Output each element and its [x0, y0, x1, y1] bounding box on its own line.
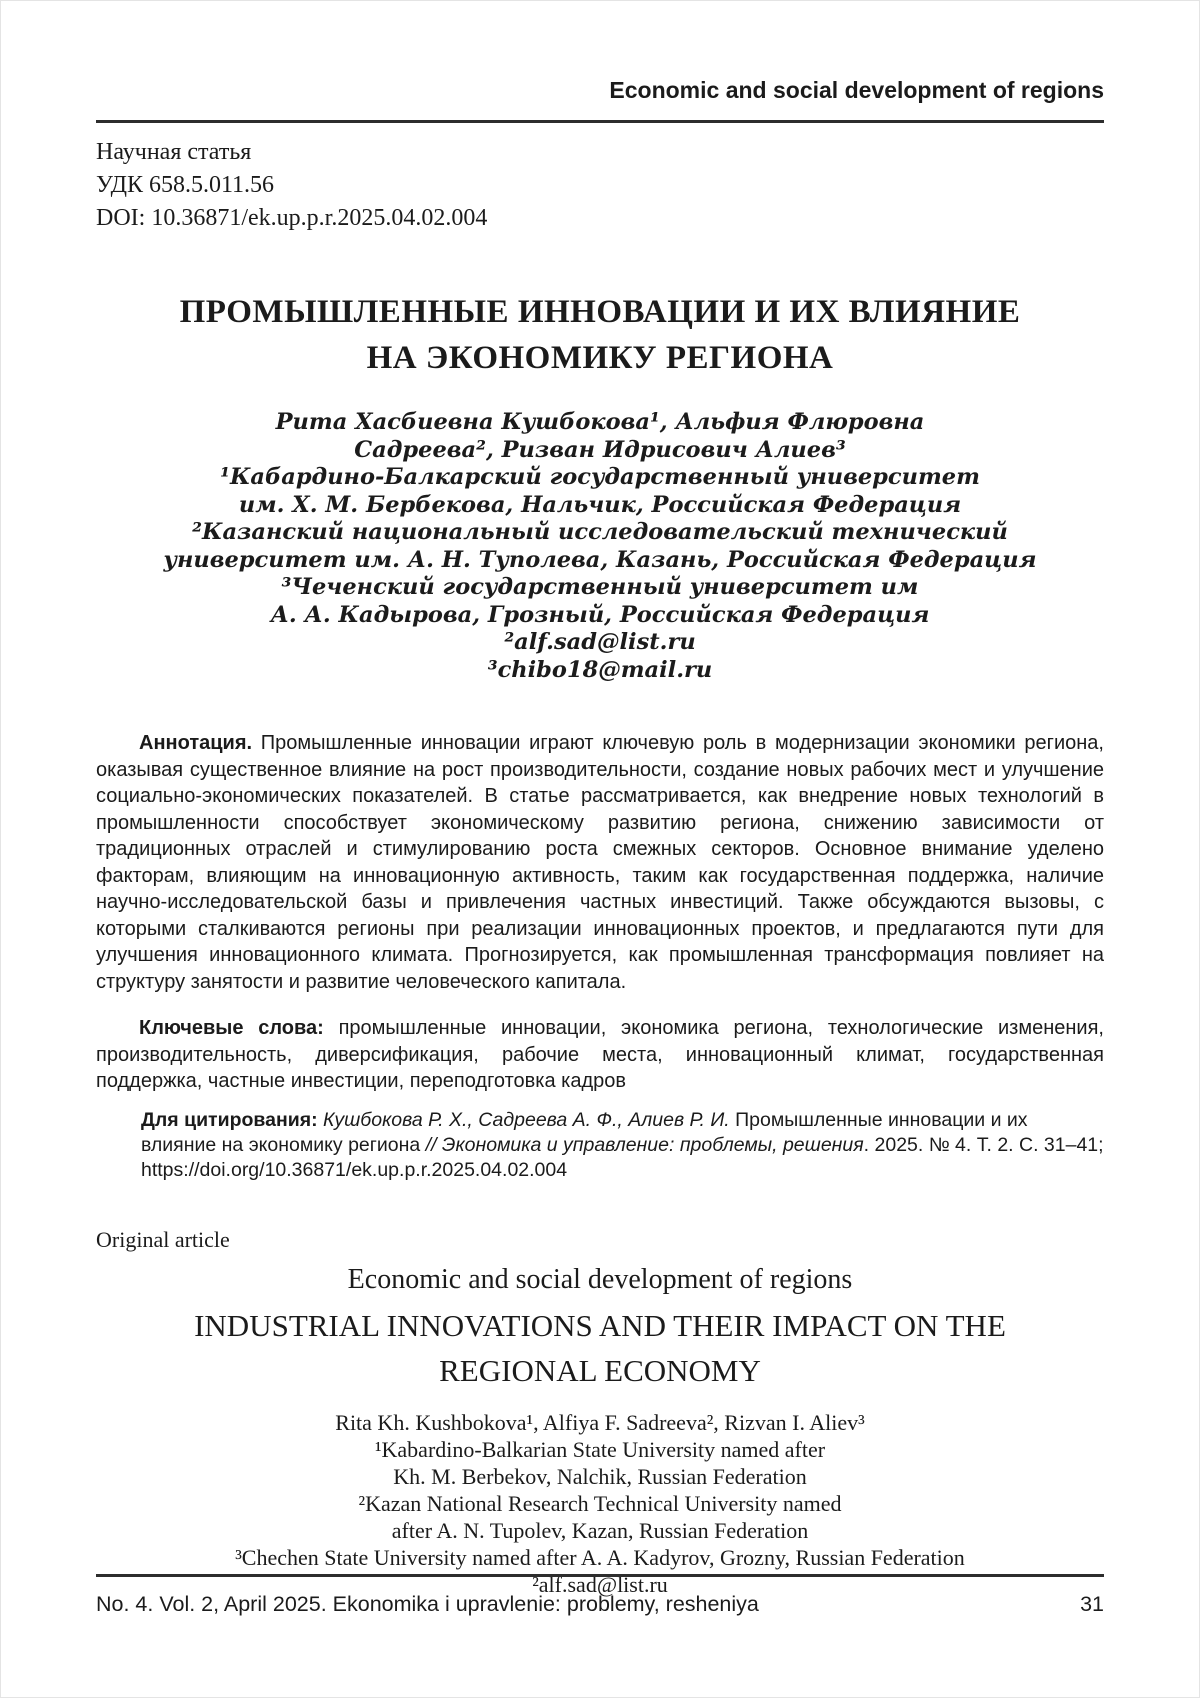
citation-paragraph: Для цитирования: Кушбокова Р. Х., Садреева А. Ф., Алиев Р. И. Промышленные инновации и их влияние на экономику региона // Экономика и управление: проблемы, решения. 2025. № 4. Т. 2. С. 31–41; https://doi.org/10.36871/ek.up.p.r.2025.04.02.004 — [141, 1108, 1104, 1181]
article-title-en-line1: INDUSTRIAL INNOVATIONS AND THEIR IMPACT ON THE — [194, 1307, 1006, 1343]
keywords-paragraph: Ключевые слова: промышленные инновации, экономика региона, технологические изменения, производительность, диверсификация, рабочие места, инновационный климат, государственная поддержка, частные инвестиции, переподготовка кадров — [96, 1017, 1104, 1092]
affiliation-line: ¹Кабардино-Балкарский государственный университет — [220, 464, 980, 490]
article-title-ru-line2: НА ЭКОНОМИКУ РЕГИОНА — [366, 340, 834, 376]
affiliation-line: ²Казанский национальный исследовательский технический — [192, 519, 1008, 545]
affiliation-line: им. Х. М. Бербекова, Нальчик, Российская Федерация — [238, 491, 962, 518]
affiliation-line: А. А. Кадырова, Грозный, Российская Федерация — [270, 601, 930, 628]
article-title-en-line2: REGIONAL ECONOMY — [439, 1352, 761, 1388]
author-email: ²alf.sad@list.ru — [504, 629, 696, 655]
page-footer — [96, 1574, 1104, 1617]
en-article-type: Original article — [96, 1226, 230, 1252]
author-line: Рита Хасбиевна Кушбокова¹, Альфия Флюровна — [275, 409, 925, 435]
affiliation-line: ¹Kabardino-Balkarian State University named after — [374, 1436, 826, 1462]
author-line: Rita Kh. Kushbokova¹, Alfiya F. Sadreeva², Rizvan I. Aliev³ — [335, 1409, 865, 1435]
article-title-ru — [96, 289, 1104, 381]
article-meta — [96, 136, 1104, 235]
affiliation-line: after A. N. Tupolev, Kazan, Russian Federation — [391, 1517, 809, 1543]
author-email: ³chibo18@mail.ru — [487, 656, 713, 683]
article-title-en — [96, 1303, 1104, 1393]
affiliation-line: ²Kazan National Research Technical University named — [358, 1490, 842, 1516]
affiliation-line: Kh. M. Berbekov, Nalchik, Russian Federation — [393, 1463, 807, 1489]
affiliation-line: ³Чеченский государственный университет им — [281, 574, 919, 600]
affiliation-line: университет им. А. Н. Туполева, Казань, Российская Федерация — [163, 546, 1037, 573]
author-email: ²alf.sad@list.ru — [532, 1571, 668, 1597]
running-head: Economic and social development of regions — [96, 1, 1104, 123]
author-line: Садреева², Ризван Идрисович Алиев³ — [354, 436, 846, 463]
affiliation-line: ³Chechen State University named after A. A. Kadyrov, Grozny, Russian Federation — [235, 1544, 965, 1570]
authors-block-ru — [96, 409, 1104, 684]
footer-journal-line: No. 4. Vol. 2, April 2025. Ekonomika i upravlenie: problemy, resheniya — [96, 1592, 759, 1616]
footer-page-number: 31 — [1080, 1592, 1104, 1616]
meta-udc: УДК 658.5.011.56 — [96, 172, 275, 198]
en-section-heading: Economic and social development of regions — [347, 1263, 853, 1295]
meta-article-type: Научная статья — [96, 139, 252, 165]
article-title-ru-line1: ПРОМЫШЛЕННЫЕ ИННОВАЦИИ И ИХ ВЛИЯНИЕ — [179, 294, 1021, 330]
abstract-paragraph: Аннотация. Промышленные инновации играют ключевую роль в модернизации экономики региона, оказывая существенное влияние на рост производительности, создание новых рабочих мест и улучшение социально-экономических показателей. В статье рассматривается, как внедрение новых технологий в промышленности способствует экономическому развитию региона, снижению зависимости от традиционных отраслей и стимулированию роста смежных секторов. Основное внимание уделено факторам, влияющим на инновационную активность, таким как государственная поддержка, наличие научно-исследовательской базы и привлечения частных инвестиций. Также обсуждаются вызовы, с которыми сталкиваются регионы при реализации инновационных проектов, и предлагаются пути для улучшения инновационного климата. Прогнозируется, как промышленная трансформация повлияет на структуру занятости и развитие человеческого капитала. — [96, 732, 1104, 993]
authors-block-en — [96, 1409, 1104, 1598]
meta-doi: DOI: 10.36871/ek.up.p.r.2025.04.02.004 — [96, 205, 488, 231]
